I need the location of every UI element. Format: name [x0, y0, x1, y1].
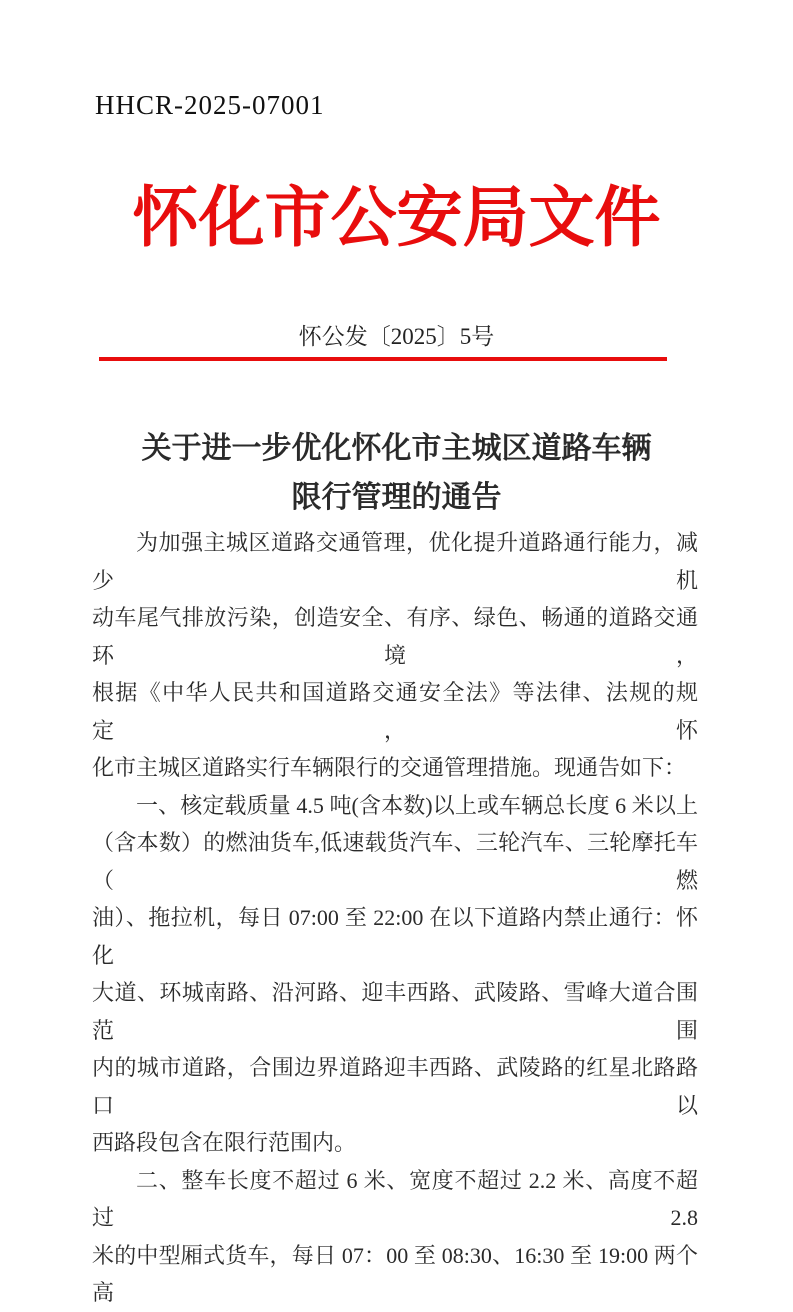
- body-line: 为加强主城区道路交通管理，优化提升道路通行能力，减少机: [92, 530, 698, 593]
- body-line: 大道、环城南路、沿河路、迎丰西路、武陵路、雪峰大道合围范围: [92, 980, 698, 1043]
- body-paragraph: [92, 787, 698, 1162]
- notice-title-line1: 关于进一步优化怀化市主城区道路车辆: [141, 432, 652, 465]
- agency-header-title: 怀化市公安局文件: [132, 182, 661, 255]
- body-line: 根据《中华人民共和国道路交通安全法》等法律、法规的规定，怀: [92, 680, 698, 743]
- notice-title-line2: 限行管理的通告: [291, 481, 502, 514]
- body-line: 动车尾气排放污染，创造安全、有序、绿色、畅通的道路交通环境，: [92, 605, 698, 668]
- body-paragraph: [92, 524, 698, 787]
- body-line: 内的城市道路，合围边界道路迎丰西路、武陵路的红星北路路口以: [92, 1055, 698, 1118]
- doc-ref-number: 怀公发〔2025〕5号: [298, 324, 495, 349]
- notice-body: [92, 524, 698, 1312]
- body-line: 油）、拖拉机，每日 07:00 至 22:00 在以下道路内禁止通行：怀化: [92, 905, 698, 968]
- notice-title: [0, 424, 793, 522]
- body-line: 一、核定载质量 4.5 吨(含本数)以上或车辆总长度 6 米以上: [136, 792, 698, 818]
- body-line: 西路段包含在限行范围内。: [92, 1130, 357, 1155]
- doc-code: HHCR-2025-07001: [95, 90, 325, 120]
- body-line: 米的中型厢式货车，每日 07：00 至 08:30、16:30 至 19:00 两个高: [92, 1242, 698, 1305]
- body-line: 二、整车长度不超过 6 米、宽度不超过 2.2 米、高度不超过 2.8: [92, 1167, 698, 1230]
- body-paragraph: [92, 1162, 698, 1312]
- body-line: （含本数）的燃油货车,低速载货汽车、三轮汽车、三轮摩托车（燃: [92, 830, 698, 893]
- body-line: 化市主城区道路实行车辆限行的交通管理措施。现通告如下：: [92, 755, 687, 780]
- red-divider-line: [99, 357, 667, 361]
